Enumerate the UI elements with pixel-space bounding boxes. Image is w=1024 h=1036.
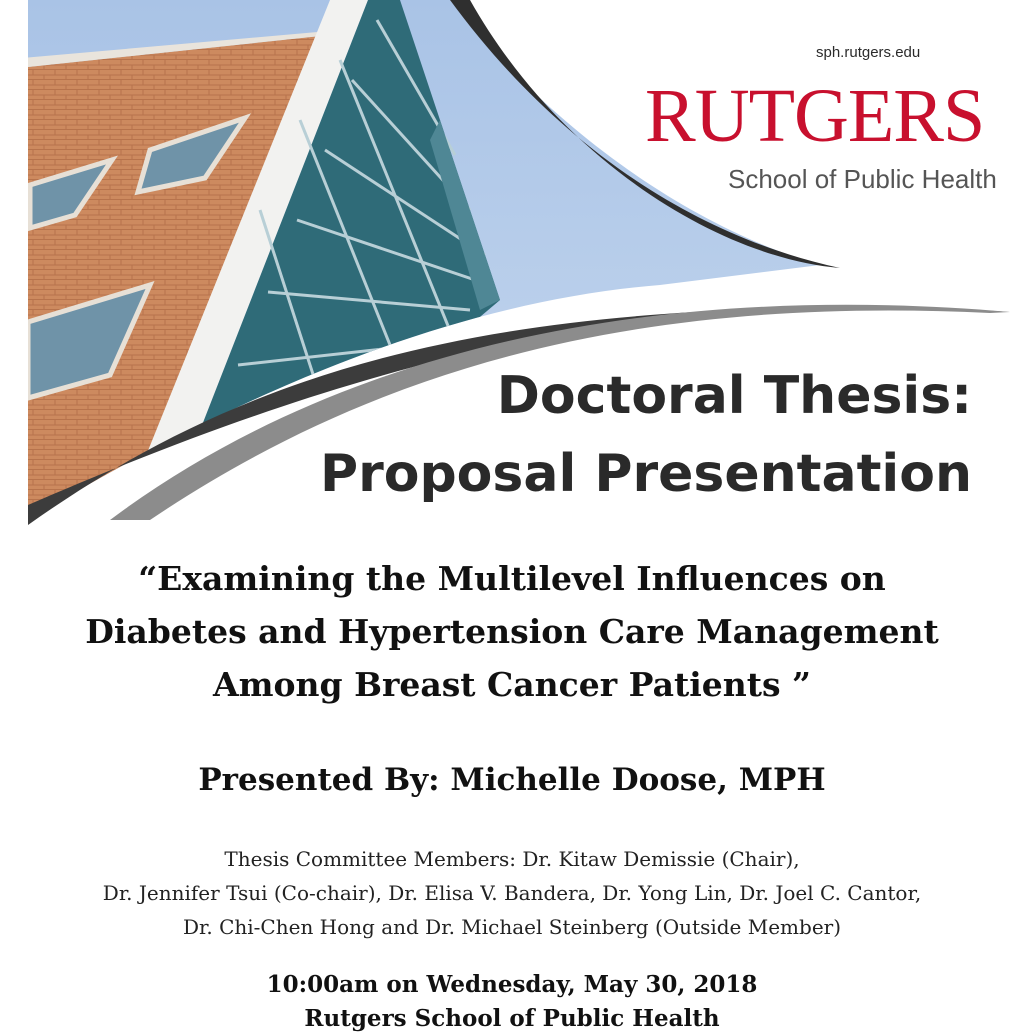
committee-line: Dr. Chi-Chen Hong and Dr. Michael Steinberg (Outside Member) [182, 915, 842, 939]
event-location: Rutgers School of Public Health [304, 1005, 720, 1032]
heading-line-1: Doctoral Thesis: [496, 366, 972, 426]
event-details [0, 968, 1024, 1036]
thesis-title-line: “Examining the Multilevel Influences on [138, 559, 886, 598]
heading-line-2: Proposal Presentation [319, 444, 972, 504]
committee-line: Dr. Jennifer Tsui (Co-chair), Dr. Elisa V. Bandera, Dr. Yong Lin, Dr. Joel C. Cantor, [102, 881, 922, 905]
committee-members [0, 842, 1024, 944]
website-url[interactable]: sph.rutgers.edu [816, 44, 921, 61]
committee-line: Thesis Committee Members: Dr. Kitaw Demissie (Chair), [224, 847, 800, 871]
thesis-title-line: Diabetes and Hypertension Care Management [85, 612, 939, 651]
rutgers-logo: RUTGERS [645, 74, 985, 158]
thesis-title-line: Among Breast Cancer Patients ” [212, 665, 812, 704]
event-datetime: 10:00am on Wednesday, May 30, 2018 [266, 971, 758, 998]
school-name: School of Public Health [728, 164, 997, 194]
thesis-title [0, 552, 1024, 711]
presenter: Presented By: Michelle Doose, MPH [198, 762, 826, 798]
